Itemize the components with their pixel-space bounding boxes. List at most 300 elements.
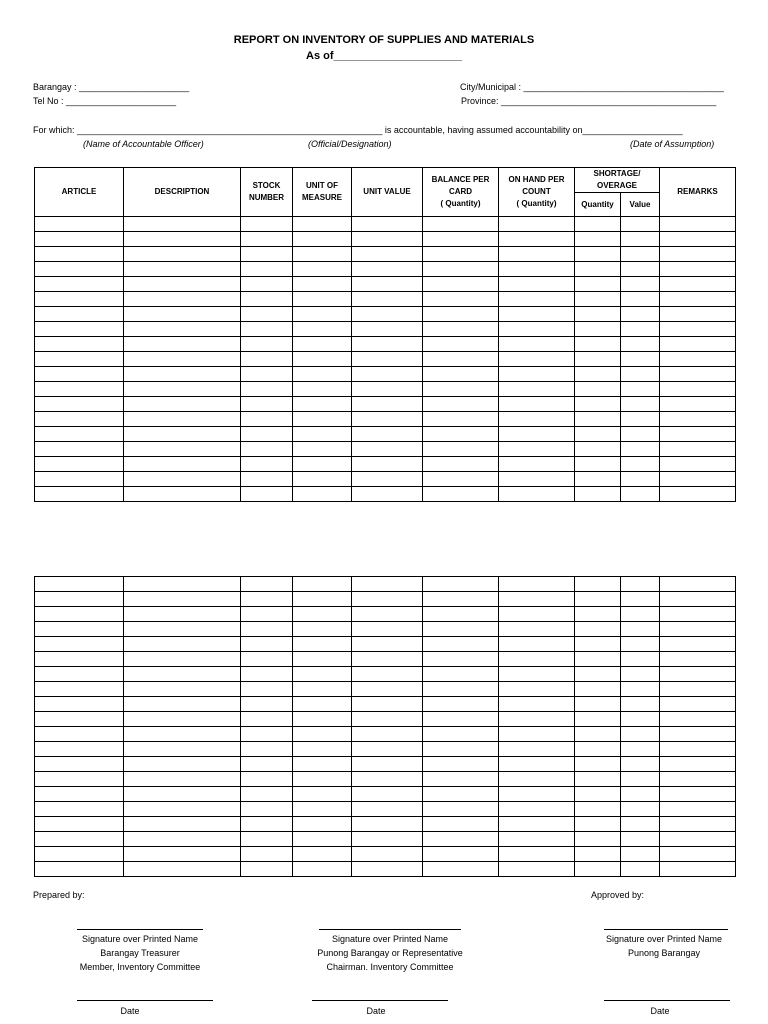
table-cell[interactable] <box>660 457 736 472</box>
table-cell[interactable] <box>423 247 499 262</box>
table-cell[interactable] <box>241 637 293 652</box>
table-cell[interactable] <box>352 427 423 442</box>
table-cell[interactable] <box>352 247 423 262</box>
table-cell[interactable] <box>621 367 660 382</box>
table-cell[interactable] <box>241 742 293 757</box>
table-cell[interactable] <box>124 862 241 877</box>
table-cell[interactable] <box>660 652 736 667</box>
table-cell[interactable] <box>124 247 241 262</box>
table-cell[interactable] <box>423 847 499 862</box>
table-cell[interactable] <box>660 472 736 487</box>
table-cell[interactable] <box>124 847 241 862</box>
table-cell[interactable] <box>423 262 499 277</box>
table-cell[interactable] <box>660 712 736 727</box>
table-cell[interactable] <box>124 622 241 637</box>
as-of-field[interactable]: As of_____________________ <box>306 50 462 62</box>
table-cell[interactable] <box>241 217 293 232</box>
table-cell[interactable] <box>352 412 423 427</box>
table-cell[interactable] <box>293 637 352 652</box>
table-cell[interactable] <box>293 712 352 727</box>
table-cell[interactable] <box>124 652 241 667</box>
table-cell[interactable] <box>621 637 660 652</box>
table-cell[interactable] <box>124 262 241 277</box>
table-cell[interactable] <box>241 367 293 382</box>
table-cell[interactable] <box>660 367 736 382</box>
table-cell[interactable] <box>660 622 736 637</box>
table-cell[interactable] <box>35 847 124 862</box>
table-cell[interactable] <box>293 292 352 307</box>
table-cell[interactable] <box>423 667 499 682</box>
table-cell[interactable] <box>35 292 124 307</box>
table-cell[interactable] <box>293 772 352 787</box>
table-cell[interactable] <box>352 592 423 607</box>
table-cell[interactable] <box>575 292 621 307</box>
table-cell[interactable] <box>499 607 575 622</box>
table-cell[interactable] <box>35 592 124 607</box>
table-cell[interactable] <box>423 862 499 877</box>
table-cell[interactable] <box>241 352 293 367</box>
table-cell[interactable] <box>575 862 621 877</box>
table-cell[interactable] <box>352 697 423 712</box>
table-cell[interactable] <box>621 232 660 247</box>
table-cell[interactable] <box>499 577 575 592</box>
table-cell[interactable] <box>575 232 621 247</box>
table-cell[interactable] <box>352 457 423 472</box>
table-cell[interactable] <box>423 442 499 457</box>
table-cell[interactable] <box>423 397 499 412</box>
province-field[interactable]: Province: ___________________________________________ <box>461 96 717 106</box>
table-cell[interactable] <box>124 397 241 412</box>
table-cell[interactable] <box>35 277 124 292</box>
signature-line-punong-barangay[interactable] <box>604 929 728 930</box>
table-cell[interactable] <box>241 622 293 637</box>
table-cell[interactable] <box>35 247 124 262</box>
table-cell[interactable] <box>621 742 660 757</box>
table-cell[interactable] <box>423 292 499 307</box>
table-cell[interactable] <box>35 682 124 697</box>
table-cell[interactable] <box>660 772 736 787</box>
table-cell[interactable] <box>35 412 124 427</box>
table-cell[interactable] <box>660 322 736 337</box>
table-cell[interactable] <box>499 292 575 307</box>
table-cell[interactable] <box>35 322 124 337</box>
table-cell[interactable] <box>423 427 499 442</box>
table-cell[interactable] <box>35 232 124 247</box>
table-cell[interactable] <box>423 352 499 367</box>
table-cell[interactable] <box>575 577 621 592</box>
table-cell[interactable] <box>499 352 575 367</box>
table-cell[interactable] <box>575 787 621 802</box>
table-cell[interactable] <box>352 652 423 667</box>
table-cell[interactable] <box>241 667 293 682</box>
table-cell[interactable] <box>352 772 423 787</box>
table-cell[interactable] <box>352 712 423 727</box>
table-cell[interactable] <box>499 802 575 817</box>
table-cell[interactable] <box>575 607 621 622</box>
table-cell[interactable] <box>35 472 124 487</box>
table-cell[interactable] <box>423 232 499 247</box>
table-cell[interactable] <box>293 472 352 487</box>
table-cell[interactable] <box>499 772 575 787</box>
table-cell[interactable] <box>241 607 293 622</box>
table-cell[interactable] <box>499 712 575 727</box>
table-cell[interactable] <box>621 652 660 667</box>
table-cell[interactable] <box>575 367 621 382</box>
table-cell[interactable] <box>621 247 660 262</box>
table-cell[interactable] <box>293 397 352 412</box>
table-cell[interactable] <box>575 307 621 322</box>
table-cell[interactable] <box>352 817 423 832</box>
table-cell[interactable] <box>499 247 575 262</box>
table-cell[interactable] <box>575 412 621 427</box>
table-cell[interactable] <box>660 382 736 397</box>
table-cell[interactable] <box>621 847 660 862</box>
table-cell[interactable] <box>660 757 736 772</box>
table-cell[interactable] <box>352 607 423 622</box>
table-cell[interactable] <box>575 667 621 682</box>
table-cell[interactable] <box>35 817 124 832</box>
table-cell[interactable] <box>35 622 124 637</box>
table-cell[interactable] <box>499 742 575 757</box>
table-cell[interactable] <box>293 322 352 337</box>
table-cell[interactable] <box>124 637 241 652</box>
table-cell[interactable] <box>423 337 499 352</box>
table-cell[interactable] <box>293 592 352 607</box>
for-which-field[interactable]: For which: _____________________________________________________________ is accountable, having assumed accountability on____________________ <box>33 125 683 135</box>
table-cell[interactable] <box>124 277 241 292</box>
table-cell[interactable] <box>621 337 660 352</box>
table-cell[interactable] <box>241 457 293 472</box>
table-cell[interactable] <box>499 592 575 607</box>
table-cell[interactable] <box>423 412 499 427</box>
table-cell[interactable] <box>499 727 575 742</box>
table-cell[interactable] <box>124 772 241 787</box>
table-cell[interactable] <box>660 832 736 847</box>
city-municipal-field[interactable]: City/Municipal : ________________________________________ <box>460 82 724 92</box>
table-cell[interactable] <box>293 652 352 667</box>
table-cell[interactable] <box>660 292 736 307</box>
table-cell[interactable] <box>241 682 293 697</box>
table-cell[interactable] <box>621 397 660 412</box>
table-cell[interactable] <box>293 667 352 682</box>
table-cell[interactable] <box>660 667 736 682</box>
table-cell[interactable] <box>352 622 423 637</box>
table-cell[interactable] <box>660 442 736 457</box>
table-cell[interactable] <box>124 367 241 382</box>
table-cell[interactable] <box>293 457 352 472</box>
table-cell[interactable] <box>241 382 293 397</box>
table-cell[interactable] <box>293 622 352 637</box>
table-cell[interactable] <box>35 727 124 742</box>
table-cell[interactable] <box>499 427 575 442</box>
table-cell[interactable] <box>293 862 352 877</box>
table-cell[interactable] <box>35 487 124 502</box>
table-cell[interactable] <box>660 742 736 757</box>
table-cell[interactable] <box>124 412 241 427</box>
table-cell[interactable] <box>423 742 499 757</box>
table-cell[interactable] <box>499 322 575 337</box>
table-cell[interactable] <box>423 307 499 322</box>
table-cell[interactable] <box>241 652 293 667</box>
table-cell[interactable] <box>423 457 499 472</box>
table-cell[interactable] <box>660 682 736 697</box>
table-cell[interactable] <box>423 772 499 787</box>
table-cell[interactable] <box>352 442 423 457</box>
table-cell[interactable] <box>241 247 293 262</box>
table-cell[interactable] <box>352 667 423 682</box>
table-cell[interactable] <box>352 787 423 802</box>
table-cell[interactable] <box>499 637 575 652</box>
table-cell[interactable] <box>352 472 423 487</box>
table-cell[interactable] <box>499 787 575 802</box>
table-cell[interactable] <box>124 697 241 712</box>
table-cell[interactable] <box>293 577 352 592</box>
table-cell[interactable] <box>575 337 621 352</box>
table-cell[interactable] <box>293 427 352 442</box>
table-cell[interactable] <box>293 262 352 277</box>
table-cell[interactable] <box>575 817 621 832</box>
table-cell[interactable] <box>293 607 352 622</box>
table-cell[interactable] <box>575 682 621 697</box>
table-cell[interactable] <box>293 232 352 247</box>
table-cell[interactable] <box>660 232 736 247</box>
table-cell[interactable] <box>352 682 423 697</box>
table-cell[interactable] <box>352 862 423 877</box>
table-cell[interactable] <box>499 382 575 397</box>
table-cell[interactable] <box>575 217 621 232</box>
table-cell[interactable] <box>35 352 124 367</box>
table-cell[interactable] <box>621 772 660 787</box>
table-cell[interactable] <box>621 682 660 697</box>
table-cell[interactable] <box>575 697 621 712</box>
table-cell[interactable] <box>660 607 736 622</box>
table-cell[interactable] <box>660 217 736 232</box>
table-cell[interactable] <box>621 607 660 622</box>
table-cell[interactable] <box>124 292 241 307</box>
table-cell[interactable] <box>293 682 352 697</box>
table-cell[interactable] <box>423 727 499 742</box>
table-cell[interactable] <box>575 427 621 442</box>
table-cell[interactable] <box>293 757 352 772</box>
table-cell[interactable] <box>499 622 575 637</box>
table-cell[interactable] <box>352 847 423 862</box>
table-cell[interactable] <box>293 817 352 832</box>
table-cell[interactable] <box>293 337 352 352</box>
table-cell[interactable] <box>575 397 621 412</box>
table-cell[interactable] <box>660 637 736 652</box>
table-cell[interactable] <box>124 427 241 442</box>
table-cell[interactable] <box>35 607 124 622</box>
table-cell[interactable] <box>293 727 352 742</box>
table-cell[interactable] <box>499 337 575 352</box>
table-cell[interactable] <box>499 217 575 232</box>
table-cell[interactable] <box>352 832 423 847</box>
table-cell[interactable] <box>575 262 621 277</box>
table-cell[interactable] <box>352 757 423 772</box>
table-cell[interactable] <box>352 292 423 307</box>
table-cell[interactable] <box>35 217 124 232</box>
table-cell[interactable] <box>124 457 241 472</box>
table-cell[interactable] <box>499 472 575 487</box>
table-cell[interactable] <box>124 472 241 487</box>
table-cell[interactable] <box>241 712 293 727</box>
table-cell[interactable] <box>293 847 352 862</box>
table-cell[interactable] <box>35 832 124 847</box>
table-cell[interactable] <box>621 817 660 832</box>
table-cell[interactable] <box>124 442 241 457</box>
table-cell[interactable] <box>35 457 124 472</box>
table-cell[interactable] <box>621 577 660 592</box>
table-cell[interactable] <box>660 817 736 832</box>
table-cell[interactable] <box>293 352 352 367</box>
table-cell[interactable] <box>621 712 660 727</box>
table-cell[interactable] <box>124 487 241 502</box>
table-cell[interactable] <box>660 277 736 292</box>
table-cell[interactable] <box>293 217 352 232</box>
table-cell[interactable] <box>575 442 621 457</box>
table-cell[interactable] <box>660 577 736 592</box>
table-cell[interactable] <box>241 307 293 322</box>
table-cell[interactable] <box>241 847 293 862</box>
table-cell[interactable] <box>660 862 736 877</box>
table-cell[interactable] <box>423 487 499 502</box>
table-cell[interactable] <box>575 637 621 652</box>
table-cell[interactable] <box>241 727 293 742</box>
table-cell[interactable] <box>293 247 352 262</box>
table-cell[interactable] <box>499 487 575 502</box>
table-cell[interactable] <box>423 382 499 397</box>
table-cell[interactable] <box>621 667 660 682</box>
table-cell[interactable] <box>621 277 660 292</box>
table-cell[interactable] <box>423 787 499 802</box>
table-cell[interactable] <box>621 472 660 487</box>
table-cell[interactable] <box>352 367 423 382</box>
table-cell[interactable] <box>124 742 241 757</box>
table-cell[interactable] <box>35 787 124 802</box>
table-cell[interactable] <box>423 472 499 487</box>
table-cell[interactable] <box>124 802 241 817</box>
table-cell[interactable] <box>241 862 293 877</box>
table-cell[interactable] <box>621 412 660 427</box>
table-cell[interactable] <box>241 232 293 247</box>
table-cell[interactable] <box>499 757 575 772</box>
table-cell[interactable] <box>660 787 736 802</box>
table-cell[interactable] <box>124 307 241 322</box>
table-cell[interactable] <box>35 307 124 322</box>
table-cell[interactable] <box>621 832 660 847</box>
table-cell[interactable] <box>35 772 124 787</box>
table-cell[interactable] <box>124 727 241 742</box>
table-cell[interactable] <box>499 457 575 472</box>
table-cell[interactable] <box>660 427 736 442</box>
table-cell[interactable] <box>660 337 736 352</box>
table-cell[interactable] <box>352 802 423 817</box>
table-cell[interactable] <box>621 307 660 322</box>
table-cell[interactable] <box>660 397 736 412</box>
table-cell[interactable] <box>124 592 241 607</box>
table-cell[interactable] <box>423 367 499 382</box>
table-cell[interactable] <box>241 427 293 442</box>
table-cell[interactable] <box>352 262 423 277</box>
table-cell[interactable] <box>423 592 499 607</box>
table-cell[interactable] <box>124 832 241 847</box>
table-cell[interactable] <box>575 847 621 862</box>
table-cell[interactable] <box>660 412 736 427</box>
table-cell[interactable] <box>35 442 124 457</box>
table-cell[interactable] <box>241 322 293 337</box>
table-cell[interactable] <box>241 787 293 802</box>
table-cell[interactable] <box>352 637 423 652</box>
table-cell[interactable] <box>575 472 621 487</box>
table-cell[interactable] <box>293 277 352 292</box>
table-cell[interactable] <box>352 352 423 367</box>
barangay-field[interactable]: Barangay : ______________________ <box>33 82 190 92</box>
table-cell[interactable] <box>621 487 660 502</box>
table-cell[interactable] <box>575 322 621 337</box>
table-cell[interactable] <box>241 397 293 412</box>
table-cell[interactable] <box>499 697 575 712</box>
table-cell[interactable] <box>35 862 124 877</box>
table-cell[interactable] <box>124 217 241 232</box>
table-cell[interactable] <box>35 262 124 277</box>
table-cell[interactable] <box>621 802 660 817</box>
table-cell[interactable] <box>124 667 241 682</box>
table-cell[interactable] <box>124 712 241 727</box>
table-cell[interactable] <box>423 652 499 667</box>
table-cell[interactable] <box>241 472 293 487</box>
table-cell[interactable] <box>293 487 352 502</box>
table-cell[interactable] <box>35 742 124 757</box>
table-cell[interactable] <box>575 772 621 787</box>
table-cell[interactable] <box>621 322 660 337</box>
table-cell[interactable] <box>575 802 621 817</box>
table-cell[interactable] <box>352 742 423 757</box>
table-cell[interactable] <box>575 592 621 607</box>
table-cell[interactable] <box>499 817 575 832</box>
table-cell[interactable] <box>293 382 352 397</box>
table-cell[interactable] <box>35 757 124 772</box>
table-cell[interactable] <box>352 577 423 592</box>
table-cell[interactable] <box>35 397 124 412</box>
table-cell[interactable] <box>660 592 736 607</box>
table-cell[interactable] <box>621 292 660 307</box>
table-cell[interactable] <box>35 427 124 442</box>
table-cell[interactable] <box>575 712 621 727</box>
table-cell[interactable] <box>423 607 499 622</box>
table-cell[interactable] <box>124 352 241 367</box>
table-cell[interactable] <box>352 727 423 742</box>
table-cell[interactable] <box>35 697 124 712</box>
table-cell[interactable] <box>660 727 736 742</box>
table-cell[interactable] <box>241 802 293 817</box>
table-cell[interactable] <box>575 652 621 667</box>
table-cell[interactable] <box>124 232 241 247</box>
table-cell[interactable] <box>352 397 423 412</box>
table-cell[interactable] <box>293 742 352 757</box>
table-cell[interactable] <box>293 832 352 847</box>
table-cell[interactable] <box>423 637 499 652</box>
table-cell[interactable] <box>660 847 736 862</box>
table-cell[interactable] <box>621 457 660 472</box>
table-cell[interactable] <box>499 262 575 277</box>
table-cell[interactable] <box>352 307 423 322</box>
table-cell[interactable] <box>241 292 293 307</box>
table-cell[interactable] <box>293 697 352 712</box>
table-cell[interactable] <box>124 337 241 352</box>
table-cell[interactable] <box>35 577 124 592</box>
table-cell[interactable] <box>241 772 293 787</box>
table-cell[interactable] <box>575 382 621 397</box>
